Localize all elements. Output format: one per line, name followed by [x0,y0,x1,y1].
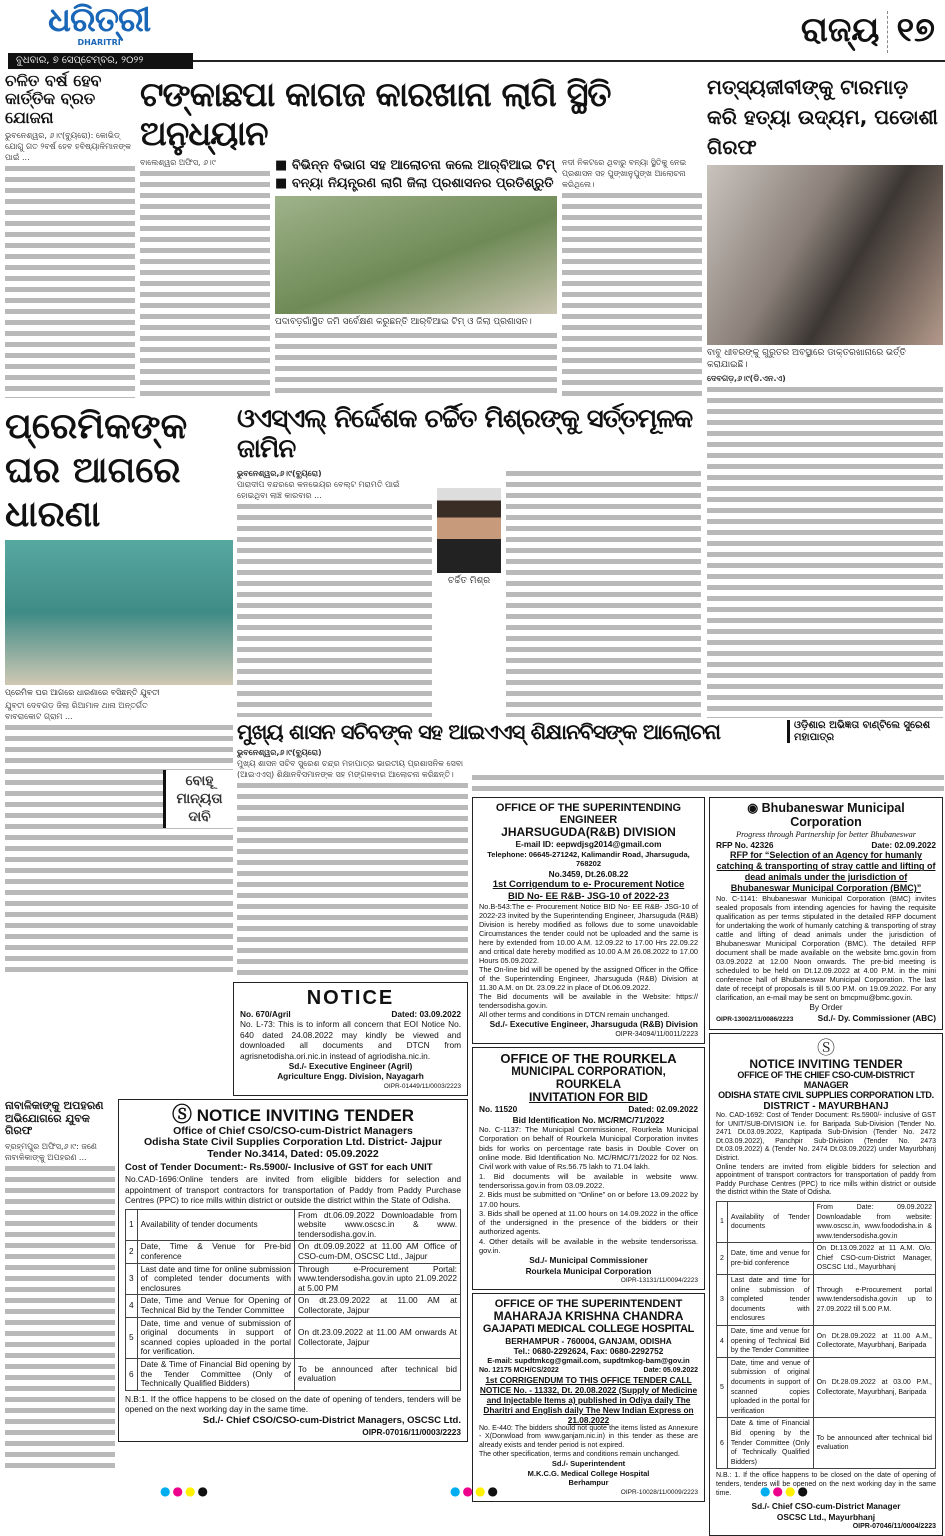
ad-jharsuguda: OFFICE OF THE SUPERINTENDING ENGINEER JHARSUGUDA(R&B) DIVISION E-mail ID: eepwdjsg2014@gmail.com Telephone: 06645-271242, Kalimandir Road, Jharsuguda, 768202 No.3459, Dt.26.08.22 1st Corrigendum to e- Procurement Notice BID No- EE R&B- JSG-10 of 2022-23 No.B-543:The e- Procurement Notice BID No- EE R&B- JSG-10 of 2022-23 invited by the Superintending Engineer, Jharsuguda (R&B) Division is hereby modified as follows due to some unavoidable Circumstances the tender could not be uploaded and the same is here by extended from 10.00 A.M. 12.09.22 to 17.00 Hrs 22.09.22 and critical date hereby modified as 10.00 A.M 26.08.2022 to 17.00 Hours 05.09.2022. The On-line bid will be opened by the assigned Officer in the Office of the Superintending Engineer, Jharsuguda (R&B) Division at 11.30 A.M. on Dt. 23.09.22 in place of Dt.06.09.2022. The Bid documents will be available in the Website: https:// tendersodisha.gov.in. All other terms and conditions in DTCN remain unchanged. Sd./- Executive Engineer, Jharsuguda (R&B) Division OIPR-34094/11/0011/2223 [472,797,705,1044]
photo-caption: ପଦାବଡ଼ଗାଁସ୍ଥିତ ଜମି ସର୍ବେକ୍ଷଣ କରୁଛନ୍ତି ଆର୍‌ବିଆଇ ଟିମ୍ ଓ ଜିଲା ପ୍ରଶାସନ। [275,317,532,328]
row-number: 2 [717,1243,728,1275]
row-detail: On dt.23.09.2022 at 11.00 AM at Collectorate, Jajpur [294,1295,460,1317]
body-dharna: ବୋହୂ ମାନ୍ୟତା ଦାବି ଯୁବତୀ ଦେବଗଡ଼ ଜିଲା ରିଆମାଳ ଥାନା ଅନ୍ତର୍ଗତ ବାବରାକୋଟ ଗ୍ରାମ ... [5,700,233,972]
row-detail: From dt.06.09.2022 Downloadable from website www.oscsc.in & www. tendersodisha.gov.in. [294,1209,460,1241]
row-number: 5 [126,1317,138,1358]
headline-osl: ଓଏସ୍‌ଏଲ୍ ନିର୍ଦ୍ଦେଶକ ଚର୍ଚ୍ଚିତ ମିଶ୍ରଙ୍କୁ ସର୍ତ୍ତମୂଳକ ଜାମିନ [237,404,693,464]
row-item: Date & Time of Financial Bid opening by the Tender Committee (Only of Technically Qualified Bidders) [137,1359,294,1391]
ias-sidehead: ଓଡ଼ିଶାର ଅଭିଜ୍ଞତା ବାଣ୍ଟିଲେ ସୁରେଶ ମହାପାତ୍ର [787,720,945,743]
row-detail: Through e-Procurement Portal: www.tendersodisha.gov.in upto 21.09.2022 at 5.00 PM [294,1263,460,1295]
row-number: 4 [126,1295,138,1317]
registration-marks: ●●●● [760,1484,810,1498]
row-number: 5 [717,1357,728,1418]
tender-schedule-table [125,1209,461,1391]
table-row [126,1295,461,1317]
headline-ias: ମୁଖ୍ୟ ଶାସନ ସଚିବଙ୍କ ସହ ଆଇଏଏସ୍ ଶିକ୍ଷାନବିସଙ୍କ ଆଲୋଚନା [237,720,721,744]
story-abduct: ନାବାଳିକାଙ୍କୁ ଅପହରଣ ଅଭିଯୋଗରେ ଯୁବକ ଗିରଫ ବ୍ରହ୍ମପୁର ଅଫିସ,୬।୯: ଜଣେ ନାବାଳିକାଙ୍କୁ ଅପହରଣ ... [5,1100,115,1470]
photo-caption: ବାବୁ ଧୀବରଙ୍କୁ ଗୁରୁତର ଅବସ୍ଥାରେ ଡାକ୍ତରଖାନାରେ ଭର୍ତ୍ତି କରାଯାଇଛି। [707,348,906,370]
row-item: Availability of Tender documents [727,1201,813,1242]
page-header [801,8,935,53]
ad-rourkela: OFFICE OF THE ROURKELA MUNICIPAL CORPORATION, ROURKELA INVITATION FOR BID No. 11520 Dated: 02.09.2022 Bid Identification No. MC/RMC/71/2022 No. C-1137: The Municipal Commissioner, Rourkela Municipal Corporation on behalf of Rourkela Municipal Corporation invites bids for works on percentage rate basis in Double Cover on online mode. Bid Identification No. MC/RMC/71/2022 for 02 Nos. Civil work with value of Rs.56.75 lakh to 71.04 lakh. 1. Bid documents will be available in website www. tendersorissa.gov.in from 03.09.2022. 2. Bids must be submitted on “Online” on or before 13.09.2022 by 17.00 hours. 3. Bids shall be opened at 11.00 hours on 14.09.2022 in the office of the undersigned in the presence of the bidders or their authorized agents. 4. Other details will be available in the website tendersorissa. gov.in. Sd./- Municipal Commissioner Rourkela Municipal Corporation OIPR-13131/11/0094/2223 [472,1047,705,1291]
ad-nayagarh-notice: NOTICE No. 670/Agril Dated: 03.09.2022 No. L-73: This is to inform all concern that EOI Notice No. 640 dated 24.08.2022 may kindly be viewed and downloaded all documents and DTCN from agrisnetodisha.ori.nic.in instead of agriodisha.nic.in. Sd./- Executive Engineer (Agril) Agriculture Engg. Division, Nayagarh OIPR-01449/11/0003/2223 [233,982,468,1096]
row-number: 6 [126,1359,138,1391]
pull-quote: ବୋହୂ ମାନ୍ୟତା ଦାବି [163,770,233,828]
table-row [126,1241,461,1263]
row-item: Date, time and venue of submission of original documents in support of scanned copies uploaded in the portal for verification [727,1357,813,1418]
body-osl: ଭୁବନେଶ୍ୱର,୬।୯(ବ୍ୟୁରୋ) ପାରାଦୀପ ବନ୍ଦରରେ କନଭେୟର ବେଲ୍ଟ ମରାମତି ପାଇଁ ହୋଇଥିବା ଲାଞ୍ଚ କାରବାର ... [237,468,432,717]
row-item: Availability of tender documents [137,1209,294,1241]
table-row [717,1243,936,1275]
issue-date: ବୁଧବାର, ୭ ସେପ୍ଟେମ୍ବର, ୨୦୨୨ [8,53,193,69]
headline-dharna: ପ୍ରେମିକଙ୍କ ଘର ଆଗରେ ଧାରଣା [5,406,188,535]
subhead-2: ■ ବନ୍ୟା ନିୟନ୍ତ୍ରଣ ଲାଗି ଜିଲା ପ୍ରଶାସନର ପ୍ରତିଶ୍ରୁତି [275,176,554,192]
row-detail: On dt.23.09.2022 at 11.00 AM onwards At Collectorate, Jajpur [294,1317,460,1358]
registration-marks: ●●●● [160,1484,210,1498]
subhead-1: ■ ବିଭିନ୍ନ ବିଭାଗ ସହ ଆଲୋଚନା କଲେ ଆର୍‌ବିଆଇ ଟିମ୍ [275,158,556,174]
body-paper-mill-right: ନଦୀ ନିକଟରେ ଥିବାରୁ ବନ୍ୟା ସ୍ଥିତିକୁ ନେଇ ପ୍ରଶାସନ ସହ ପୁଙ୍ଖାନୁପୁଙ୍ଖ ଆଲୋଚନା କରିଥିଲେ। [562,157,702,398]
ad-column-left [118,982,468,1442]
row-item: Date & time of Financial Bid opening by the Tender Committee (Only of Technically Qualified Bidders) [727,1418,813,1469]
subheads [275,157,557,193]
row-number: 3 [126,1263,138,1295]
row-number: 1 [717,1201,728,1242]
row-detail: To be announced after technical bid evaluation [294,1359,460,1391]
table-row [126,1359,461,1391]
row-detail: On Dt.28.09.2022 at 11.00 A.M., Collectorate, Mayurbhanj, Baripada [813,1326,935,1358]
table-row [126,1263,461,1295]
table-row [717,1326,936,1358]
ad-mkcg: OFFICE OF THE SUPERINTENDENT MAHARAJA KRISHNA CHANDRA GAJAPATI MEDICAL COLLEGE HOSPITAL BERHAMPUR - 760004, GANJAM, ODISHA Tel.: 0680-2292624, Fax: 0680-2292752 E-mail: supdtmkcg@gmail.com, supdtmkcg-bam@gov.in No. 12175 MCH/CS/2022 Date: 05.09.2022 1st CORRIGENDUM TO THIS OFFICE TENDER CALL NOTICE No. - 11332, Dt. 20.08.2022 (Supply of Medicine and Injectable Items a) published in Odiya daily The Dharitri and English daily The New Indian Express on 21.08.2022 No. E-440: The bidders should not quote the items listed as Annexure - X(Donwload from www.ganjam.nic.in) in this tender as these are already exists and tender period is not expired. The other specification, terms and conditions remain unchanged. Sd./- Superintendent M.K.C.G. Medical College Hospital Berhampur OIPR-10028/11/0009/2223 [472,1293,705,1502]
masthead-rule [193,60,945,62]
row-item: Date, time and venue for pre-bid conference [727,1243,813,1275]
dateline: ଭୁବନେଶ୍ୱର, ୬।୯(ବ୍ୟୁରୋ): କୋଭିଡ୍ ଯୋଗୁ ଗତ ୨ବର୍ଷ ହେବ ହବିଷ୍ୟାଳିମାନଙ୍କ ପାଇଁ ... [5,130,135,163]
ad-mayurbhanj: Ⓢ NOTICE INVITING TENDER OFFICE OF THE CHIEF CSO-CUM-DISTRICT MANAGER ODISHA STATE CIVIL SUPPLIES CORPORATION LTD. DISTRICT - MAYURBHANJ No. CAD-1692: Cost of Tender Document: Rs.5900/- inclusive of GST for UNIT/SUB-DIVISION i.e. for Baripada Sub-Division (Tender No. 2471 Dt.03.09.2022, Kaptipada Sub-Division (Tender No. 2472 Dt.03.09.2022), Panchpir Sub-Division (Tender No. 2473 Dt.03.09.2022) & (Tender No. 2474 Dt.03.09.2022) under Mayurbhanj District. Online tenders are invited from eligible bidders for selection and appointment of transport contractors for transportation of paddy from Paddy Purchase Centres (PPC) to rice mills within district or outside the district within the State of Odisha. 1 Availability of Tender documents From Date: 09.09.2022 Downloadable from website: www.oscsc.in, www.foododisha.in & www.tendersodisha.gov.in 2 Date, time and venue for pre-bid conference On Dt.13.09.2022 at 11 A.M. O/o. Chief CSO-cum-District Manager, OSCSC Ltd., Mayurbhanj 3 Last date and time for online submission of completed tender documents with enclosures Through e-Procurement portal www.tendersodisha.gov.in up to 27.09.2022 till 5.00 P.M. 4 Date, time and venue for opening of Technical Bid by the Tender Committee On Dt.28.09.2022 at 11.00 A.M., Collectorate, Mayurbhanj, Baripada 5 Date, time and venue of submission of original documents in support of scanned copies uploaded in the portal for verification On Dt.28.09.2022 at 03.00 P.M., Collectorate, Mayurbhanj, Baripada 6 Date & time of Financial Bid opening by the Tender Committee (Only of Technically Qualified Bidders) To be announced after technical bid evaluation N.B.: 1. If the office happens to be closed on the date of opening of tenders, tenders will be opened on the next working day in the same time. Sd./- Chief CSO-cum-District Manager OSCSC Ltd., Mayurbhanj OIPR-07046/11/0004/2223 [709,1033,943,1536]
row-detail: On dt.09.09.2022 at 11.00 AM Office of CSO-cum-DM, OSCSC Ltd., Jajpur [294,1241,460,1263]
story-kartik [5,72,135,398]
ad-bmc: ◉ Bhubaneswar Municipal Corporation Progress through Partnership for better Bhubaneswar RFP No. 42326 Date: 02.09.2022 RFP for “Selection of an Agency for humanly catching & transporting of stray cattle and lifting of dead animals under the jurisdiction of Bhubaneswar Municipal Corporation (BMC)” No. C-1141: Bhubaneswar Municipal Corporation (BMC) invites sealed proposals from intending agencies for having the requisite qualification as per terms stipulated in the detailed RFP document for undertaking the work of humanly catching & transporting of stray cattle and lifting of dead animals under the jurisdiction of Bhubaneswar Municipal Corporation (BMC). The detailed RFP document shall be made available on the website bmc.gov.in from 03.09.2022 at 12.00 Noon onwards. The pre-bid meeting is scheduled to be held on Dt.12.09.2022 at 4.00 P.M. in the mini conference hall of Bhubaneswar Municipal Corporation. The last date of receipt of proposals is till 5.00 P.M. on 19.09.2022. For any clarification, an e-mail may be sent on bmcpmu@bmc.gov.in. By Order OIPR-13002/11/0086/2223 Sd./- Dy. Commissioner (ABC) [709,797,943,1030]
oscsc-seal-icon: Ⓢ [817,1038,835,1059]
story-paper-mill [140,76,702,398]
photo-fisherman [707,165,943,345]
body-fisherman: ଦେବଗଡ଼,୬।୯(ଡି.ଏନ.ଏ) [707,373,943,718]
headline: ଚଳିତ ବର୍ଷ ହେବ କାର୍ତ୍ତିକ ବ୍ରତ ଯୋଜନା [5,71,102,127]
row-number: 1 [126,1209,138,1241]
story-dharna [5,405,233,972]
row-detail: From Date: 09.09.2022 Downloadable from website: www.oscsc.in, www.foododisha.in & www.tendersodisha.gov.in [813,1201,935,1242]
tender-schedule-table [716,1201,936,1469]
ad-column-right [709,797,943,1536]
photo-rbi-team [275,196,557,314]
page-number: ୧୭ [896,10,935,50]
photo-mishra [437,488,501,573]
photo-caption: ଚର୍ଚ୍ଚିତ ମିଶ୍ର [447,575,491,586]
row-item: Last date and time for online submission of completed tender documents with enclosures [727,1275,813,1326]
table-row [717,1357,936,1418]
row-detail: Through e-Procurement portal www.tendersodisha.gov.in up to 27.09.2022 till 5.00 P.M. [813,1275,935,1326]
body-paper-mill-mid [275,330,557,398]
photo-caption: ପ୍ରେମିକ ଘର ଆଗରେ ଧାରଣାରେ ବସିଛନ୍ତି ଯୁବତୀ [5,688,160,697]
oscsc-seal-icon: Ⓢ [172,1103,193,1126]
headline: ନାବାଳିକାଙ୍କୁ ଅପହରଣ ଅଭିଯୋଗରେ ଯୁବକ ଗିରଫ [5,1099,104,1138]
ad-column-center [472,797,705,1502]
row-detail: On Dt.13.09.2022 at 11 A.M. O/o. Chief CSO-cum-District Manager, OSCSC Ltd., Mayurbhanj [813,1243,935,1275]
headline-fisherman: ମତ୍ସ୍ୟଜୀବୀଙ୍କୁ ଟାରମାଡ଼ କରି ହତ୍ୟା ଉଦ୍ୟମ, ପଡୋଶୀ ଗିରଫ [707,75,938,159]
row-item: Date, Time & Venue for Pre-bid conference [137,1241,294,1263]
row-number: 6 [717,1418,728,1469]
story-osl [237,405,701,717]
story-fisherman [707,72,943,718]
row-item: Date, time and venue of submission of original documents in support of scanned copies uploaded in the portal for verification. [137,1317,294,1358]
registration-marks: ●●●● [450,1484,500,1498]
row-number: 3 [717,1275,728,1326]
body-ias-left: ଭୁବନେଶ୍ୱର,୬।୯(ବ୍ୟୁରୋ) ମୁଖ୍ୟ ଶାସନ ସଚିବ ସୁରେଶ ଚନ୍ଦ୍ର ମହାପାତ୍ର ଭାରତୀୟ ପ୍ରଶାସନିକ ସେବା (ଆଇଏଏସ୍) ଶିକ୍ଷାନବିସମାନଙ୍କ ସହ ମଙ୍ଗଳବାର ଆଲୋଚନା କରିଛନ୍ତି। [237,747,468,978]
body-paper-mill-left: ବାଲେଶ୍ୱର ଅଫିସ, ୬।୯ [140,157,270,398]
row-item: Date, time and venue for opening of Technical Bid by the Tender Committee [727,1326,813,1358]
row-number: 4 [717,1326,728,1358]
table-row [717,1275,936,1326]
row-detail: To be announced after technical bid evaluation [813,1418,935,1469]
row-number: 2 [126,1241,138,1263]
section-name: ରାଜ୍ୟ [800,10,880,50]
photo-dharna [5,540,233,685]
ad-jajpur: Ⓢ NOTICE INVITING TENDER Office of Chief CSO/CSO-cum-District Managers Odisha State Civil Supplies Corporation Ltd. District- Jajpur Tender No.3414, Dated: 05.09.2022 Cost of Tender Document:- Rs.5900/- Inclusive of GST for each UNIT No.CAD-1696:Online tenders are invited from eligible bidders for selection and appointment of transport contractors for transportation of Paddy from Paddy Purchase Centres (PPC) to rice mills within district or outside the district within the State of Odisha. 1 Availability of tender documents From dt.06.09.2022 Downloadable from website www.oscsc.in & www. tendersodisha.gov.in. 2 Date, Time & Venue for Pre-bid conference On dt.09.09.2022 at 11.00 AM Office of CSO-cum-DM, OSCSC Ltd., Jajpur 3 Last date and time for online submission of completed tender documents with enclosures Through e-Procurement Portal: www.tendersodisha.gov.in upto 21.09.2022 at 5.00 PM 4 Date, Time and Venue for Opening of Technical Bid by the Tender Committee On dt.23.09.2022 at 11.00 AM at Collectorate, Jajpur 5 Date, time and venue of submission of original documents in support of scanned copies uploaded in the portal for verification. On dt.23.09.2022 at 11.00 AM onwards At Collectorate, Jajpur 6 Date & Time of Financial Bid opening by the Tender Committee (Only of Technically Qualified Bidders) To be announced after technical bid evaluation N.B:1. If the office happens to be closed on the date of opening of tenders, tenders will be opened on the next working day in the same time. Sd./- Chief CSO/CSO-cum-District Managers, OSCSC Ltd. OIPR-07016/11/0003/2223 [118,1099,468,1442]
table-row [126,1317,461,1358]
row-item: Last date and time for online submission of completed tender documents with enclosures [137,1263,294,1295]
body-osl-right [506,468,701,717]
table-row [717,1418,936,1469]
table-row [126,1209,461,1241]
bmc-emblem-icon: ◉ [747,801,759,815]
row-detail: On Dt.28.09.2022 at 03.00 P.M., Collectorate, Mayurbhanj, Baripada [813,1357,935,1418]
row-item: Date, Time and Venue for Opening of Technical Bid by the Tender Committee [137,1295,294,1317]
headline-paper-mill: ଟଙ୍କାଛପା କାଗଜ କାରଖାନା ଲାଗି ସ୍ଥିତି ଅନୁଧ୍ୟାନ [140,75,611,155]
table-row [717,1201,936,1242]
masthead-logo: ଧରିତ୍ରୀ DHARITRI [48,0,151,47]
